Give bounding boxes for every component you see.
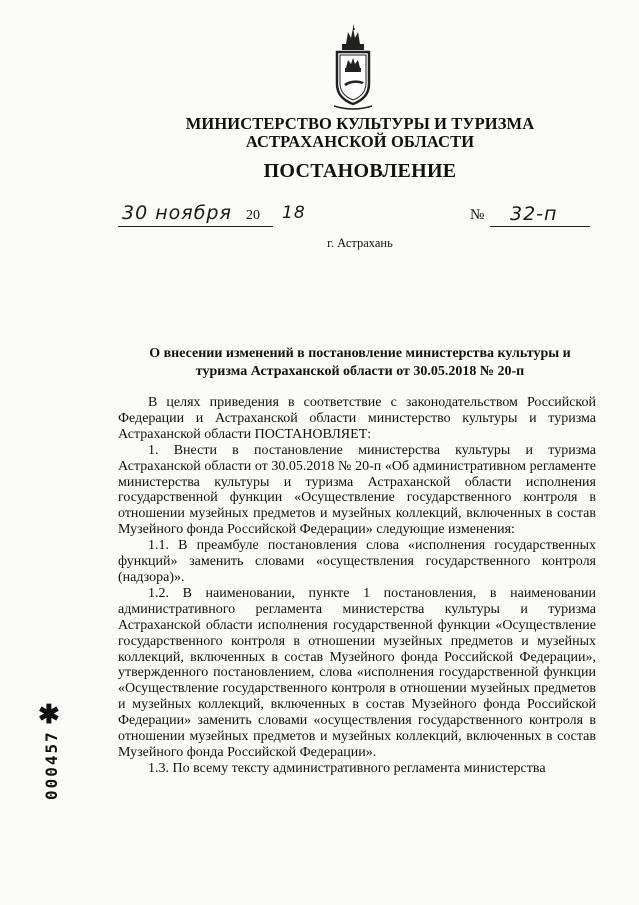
stamp-asterisk-mark: ✱: [38, 700, 60, 729]
body-paragraph-item-1-2: 1.2. В наименовании, пункте 1 постановления, в наименовании административного регламента министерства культуры и туризма Астраханской области исполнения государственной функции «Осуществление государственного контроля в отношении музейных предметов и музейных коллекций, включенных в состав Музейного фонда Российской Федерации», утвержденного постановлением, слова «исполнения государственной функции «Осуществление государственного контроля в отношении музейных предметов и музейных коллекций, включенных в состав Музейного фонда Российской Федерации» заменить словами «осуществления государственного контроля в отношении музейных предметов и музейных коллекций, включенных в состав Музейного фонда Российской Федерации».: [118, 585, 596, 760]
body-paragraph-item-1: 1. Внести в постановление министерства культуры и туризма Астраханской области от 30.05.2018 № 20-п «Об административном регламенте министерства культуры и туризма Астраханской области исполнения государственной функции «Осуществление государственного контроля в отношении музейных предметов и музейных коллекций, включенных в состав Музейного фонда Российской Федерации» следующие изменения:: [118, 442, 596, 538]
subject-line-2: туризма Астраханской области от 30.05.2018 № 20-п: [195, 364, 525, 379]
ministry-name: [150, 115, 570, 151]
issue-city: г. Астрахань: [327, 236, 393, 250]
date-underline: [118, 226, 273, 227]
astrakhan-coat-of-arms-icon: [328, 22, 378, 112]
stamp-serial-number: 000457: [42, 730, 61, 800]
year-printed: 20: [246, 208, 260, 223]
subject-line-1: О внесении изменений в постановление министерства культуры и: [149, 346, 571, 361]
document-subject: [120, 345, 600, 381]
ministry-line-2: АСТРАХАНСКОЙ ОБЛАСТИ: [245, 132, 475, 151]
handwritten-doc-number: 32-п: [510, 203, 558, 225]
document-body: [118, 395, 596, 777]
handwritten-date: 30 ноября: [122, 202, 232, 224]
document-type-title: ПОСТАНОВЛЕНИЕ: [263, 160, 457, 182]
handwritten-year: 18: [282, 203, 306, 223]
number-sign: №: [470, 207, 485, 223]
number-underline: [490, 226, 590, 227]
ministry-line-1: МИНИСТЕРСТВО КУЛЬТУРЫ И ТУРИЗМА: [185, 114, 535, 133]
body-paragraph-item-1-1: 1.1. В преамбуле постановления слова «исполнения государственных функций» заменить словами «осуществления государственного контроля (надзора)».: [118, 538, 596, 585]
body-paragraph-item-1-3: 1.3. По всему тексту административного регламента министерства: [148, 760, 546, 776]
body-paragraph-preamble: В целях приведения в соответствие с законодательством Российской Федерации и Астраханской области министерство культуры и туризма Астраханской области ПОСТАНОВЛЯЕТ:: [118, 395, 596, 442]
